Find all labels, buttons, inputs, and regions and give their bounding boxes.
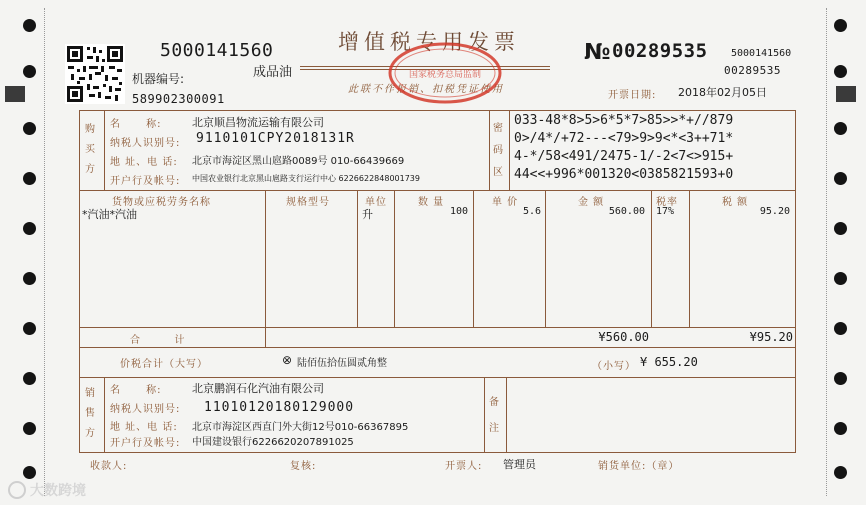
sum-bottom-line [79, 347, 796, 348]
item-rate: 17% [656, 206, 675, 217]
seller-addr-label: 地 址、电 话: [110, 422, 178, 433]
col-header-tax: 税 额 [722, 197, 749, 208]
col-divider-unit [357, 190, 358, 327]
remark-left-divider [484, 377, 485, 453]
remark-label: 备注 [489, 397, 500, 434]
col-header-amount: 金 额 [578, 197, 605, 208]
grand-total-upper: 陆佰伍拾伍圆贰角整 [297, 358, 387, 369]
col-header-name: 货物或应税劳务名称 [112, 197, 211, 208]
perforation-right [826, 8, 827, 496]
invoice-subtitle: 此联不作报销、扣税凭证使用 [348, 84, 504, 95]
buyer-addr-label: 地 址、电 话: [110, 157, 178, 168]
machine-no: 589902300091 [132, 92, 225, 106]
item-amount: 560.00 [608, 206, 645, 217]
grand-total-lower: ¥ 655.20 [640, 355, 698, 369]
col-header-price: 单 价 [492, 197, 519, 208]
cipher-line-4: 44<<+996*001320<0385821593+0 [514, 167, 734, 182]
invoice-title: 增值税专用发票 [338, 30, 520, 54]
buyer-bank-label: 开户行及帐号: [110, 176, 181, 187]
invoice-number: 00289535 [612, 40, 708, 62]
supervision-stamp [386, 40, 504, 106]
buyer-name: 北京顺昌物流运输有限公司 [192, 116, 324, 129]
cipher-line-2: 0>/4*/+72---<79>9>9<*<3++71* [514, 131, 734, 146]
invoice-date: 2018年02月05日 [678, 86, 767, 99]
qr-code [65, 44, 125, 104]
seller-name: 北京鹏润石化汽油有限公司 [192, 382, 324, 395]
buyer-taxid: 9110101CPY2018131R [196, 131, 355, 146]
buyer-taxid-label: 纳税人识别号: [110, 138, 181, 149]
item-tax: 95.20 [759, 206, 790, 217]
grand-total-lower-label: （小写） [592, 361, 636, 372]
item-price: 5.6 [522, 206, 541, 217]
cipher-label-divider [509, 110, 510, 190]
watermark-logo-icon [8, 481, 26, 499]
col-divider-spec [265, 190, 266, 347]
cipher-line-1: 033-48*8>5>6*5*7>85>>*+//879 [514, 113, 734, 128]
no-symbol: № [584, 40, 611, 65]
item-unit: 升 [362, 208, 373, 221]
seller-side-divider [104, 377, 105, 453]
payee-label: 收款人: [90, 461, 128, 472]
cipher-line-3: 4-*/58<491/2475-1/-2<7<>915+ [514, 149, 734, 164]
col-header-rate: 税率 [656, 197, 678, 208]
issuer-name: 管理员 [503, 458, 536, 471]
seller-side-label: 销售方 [85, 388, 96, 439]
total-tax: ¥95.20 [749, 330, 793, 344]
seller-bank-label: 开户行及帐号: [110, 438, 181, 449]
seller-name-label: 名 称: [110, 385, 162, 396]
cross-circle-icon: ⊗ [282, 353, 293, 367]
total-amount: ¥560.00 [598, 330, 649, 344]
invoice-code: 5000141560 [160, 40, 274, 61]
product-type: 成品油 [253, 65, 293, 80]
items-total-line [79, 327, 796, 328]
cipher-left-divider [489, 110, 490, 190]
seller-stamp-label: 销货单位:（章） [598, 461, 680, 472]
seller-taxid: 11010120180129000 [204, 400, 355, 415]
issuer-label: 开票人: [445, 461, 483, 472]
col-divider-tax [689, 190, 690, 327]
buyer-addr: 北京市海淀区黑山扈路0089号 010-66439669 [192, 156, 405, 167]
seller-bank: 中国建设银行6226620207891025 [192, 437, 354, 448]
invoice-number-small: 00289535 [724, 64, 781, 77]
remark-label-divider [506, 377, 507, 453]
col-header-unit: 单位 [365, 197, 387, 208]
reviewer-label: 复核: [290, 461, 317, 472]
seller-addr: 北京市海淀区西直门外大街12号010-66367895 [192, 422, 409, 433]
watermark [8, 480, 86, 500]
buyer-side-divider [104, 110, 105, 190]
buyer-name-label: 名 称: [110, 119, 162, 130]
machine-label: 机器编号: [132, 72, 185, 86]
col-divider-price [473, 190, 474, 327]
item-qty: 100 [449, 206, 468, 217]
col-divider-amount [545, 190, 546, 327]
col-header-spec: 规格型号 [286, 197, 330, 208]
stamp-text: 国家税务总局监制 [408, 70, 482, 80]
buyer-bank: 中国农业银行北京黑山扈路支行运行中心 6226622848001739 [192, 174, 420, 183]
col-divider-qty [394, 190, 395, 327]
cipher-side-label: 密码区 [493, 123, 504, 178]
watermark-text: 大数跨境 [30, 483, 86, 499]
col-header-qty: 数 量 [418, 197, 445, 208]
invoice-code-small: 5000141560 [731, 48, 792, 59]
perforation-left [44, 8, 45, 496]
col-divider-rate [651, 190, 652, 327]
total-label: 合 计 [130, 335, 186, 346]
buyer-side-label: 购买方 [85, 124, 96, 175]
grand-total-bottom-line [79, 377, 796, 378]
grand-total-label: 价税合计（大写） [120, 359, 208, 370]
seller-taxid-label: 纳税人识别号: [110, 404, 181, 415]
item-name: *汽油*汽油 [82, 208, 137, 221]
date-label: 开票日期: [608, 90, 657, 101]
